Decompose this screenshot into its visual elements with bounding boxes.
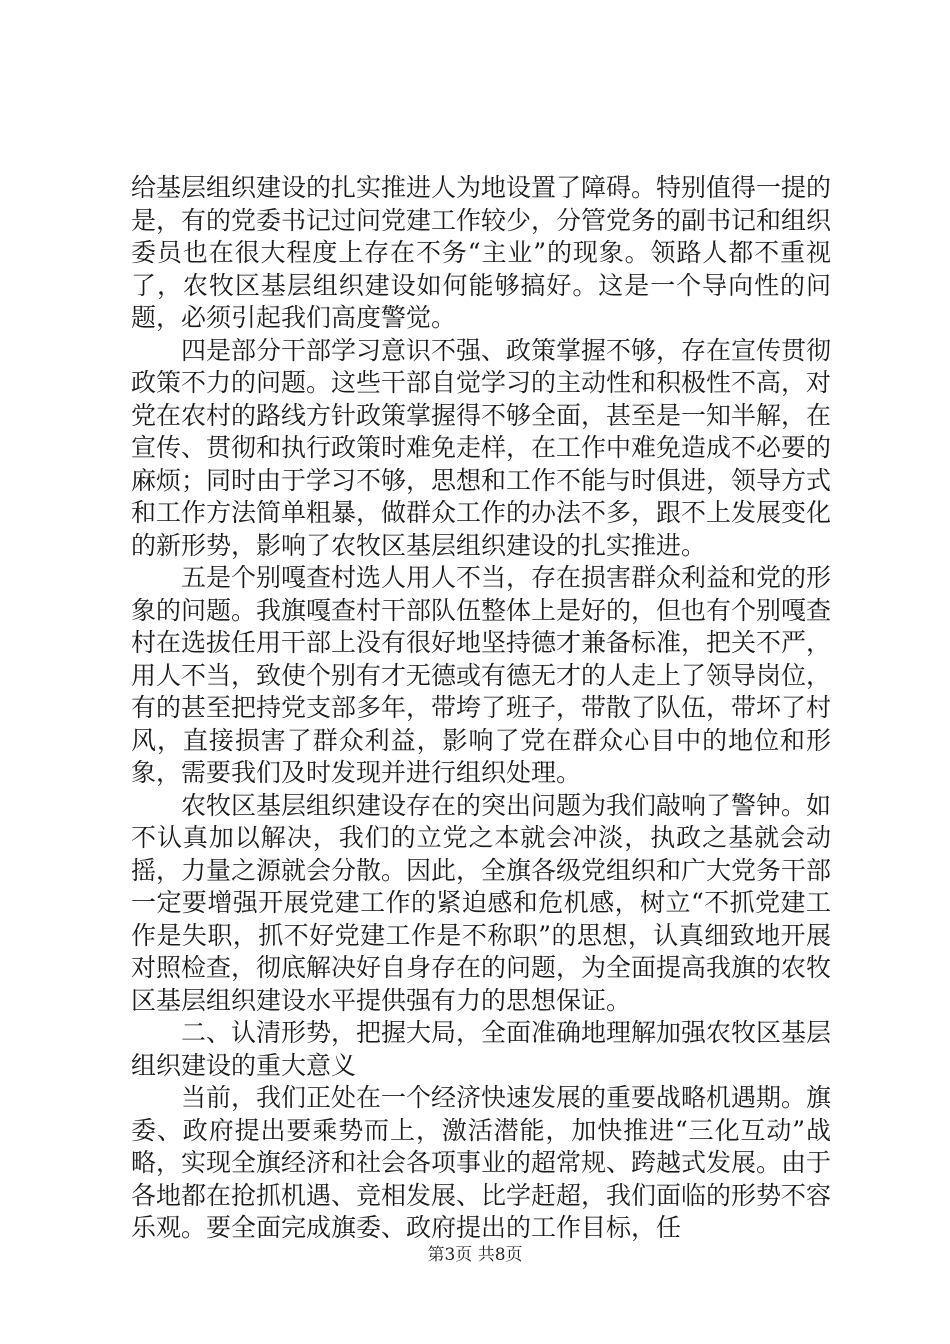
paragraph-point-five: 五是个别嘎查村选人用人不当，存在损害群众利益和党的形象的问题。我旗嘎查村干部队伍整体上是好的，但也有个别嘎查村在选拔任用干部上没有很好地坚持德才兼备标准，把关不严，用人不当，致使个别有才无德或有德无才的人走上了领导岗位，有的甚至把持党支部多年，带垮了班子，带散了队伍，带坏了村风，直接损害了群众利益，影响了党在群众心目中的地位和形象，需要我们及时发现并进行组织处理。	[131, 563, 832, 787]
paragraph-point-four: 四是部分干部学习意识不强、政策掌握不够，存在宣传贯彻政策不力的问题。这些干部自觉学习的主动性和积极性不高，对党在农村的路线方针政策掌握得不够全面，甚至是一知半解，在宣传、贯彻和执行政策时难免走样，在工作中难免造成不必要的麻烦；同时由于学习不够，思想和工作不能与时俱进，领导方式和工作方法简单粗暴，做群众工作的办法不多，跟不上发展变化的新形势，影响了农牧区基层组织建设的扎实推进。	[131, 335, 832, 560]
page-number: 第3页 共8页	[427, 1245, 523, 1265]
paragraph-warning: 农牧区基层组织建设存在的突出问题为我们敲响了警钟。如不认真加以解决，我们的立党之本就会冲淡，执政之基就会动摇，力量之源就会分散。因此，全旗各级党组织和广大党务干部一定要增强开展党建工作的紧迫感和危机感，树立“不抓党建工作是失职，抓不好党建工作是不称职”的思想，认真细致地开展对照检查，彻底解决好自身存在的问题，为全面提高我旗的农牧区基层组织建设水平提供强有力的思想保证。	[131, 790, 832, 1015]
paragraph-continuation: 给基层组织建设的扎实推进人为地设置了障碍。特别值得一提的是，有的党委书记过问党建工作较少，分管党务的副书记和组织委员也在很大程度上存在不务“主业”的现象。领路人都不重视了，农牧区基层组织建设如何能够搞好。这是一个导向性的问题，必须引起我们高度警觉。	[131, 173, 832, 332]
paragraph-current-situation: 当前，我们正处在一个经济快速发展的重要战略机遇期。旗委、政府提出要乘势而上，激活潜能，加快推进“三化互动”战略，实现全旗经济和社会各项事业的超常规、跨越式发展。由于各地都在抢抓机遇、竞相发展、比学赶超，我们面临的形势不容乐观。要全面完成旗委、政府提出的工作目标，任	[131, 1083, 832, 1242]
section-heading-two: 二、认清形势，把握大局，全面准确地理解加强农牧区基层组织建设的重大意义	[131, 1018, 832, 1080]
body-text	[131, 172, 831, 1245]
